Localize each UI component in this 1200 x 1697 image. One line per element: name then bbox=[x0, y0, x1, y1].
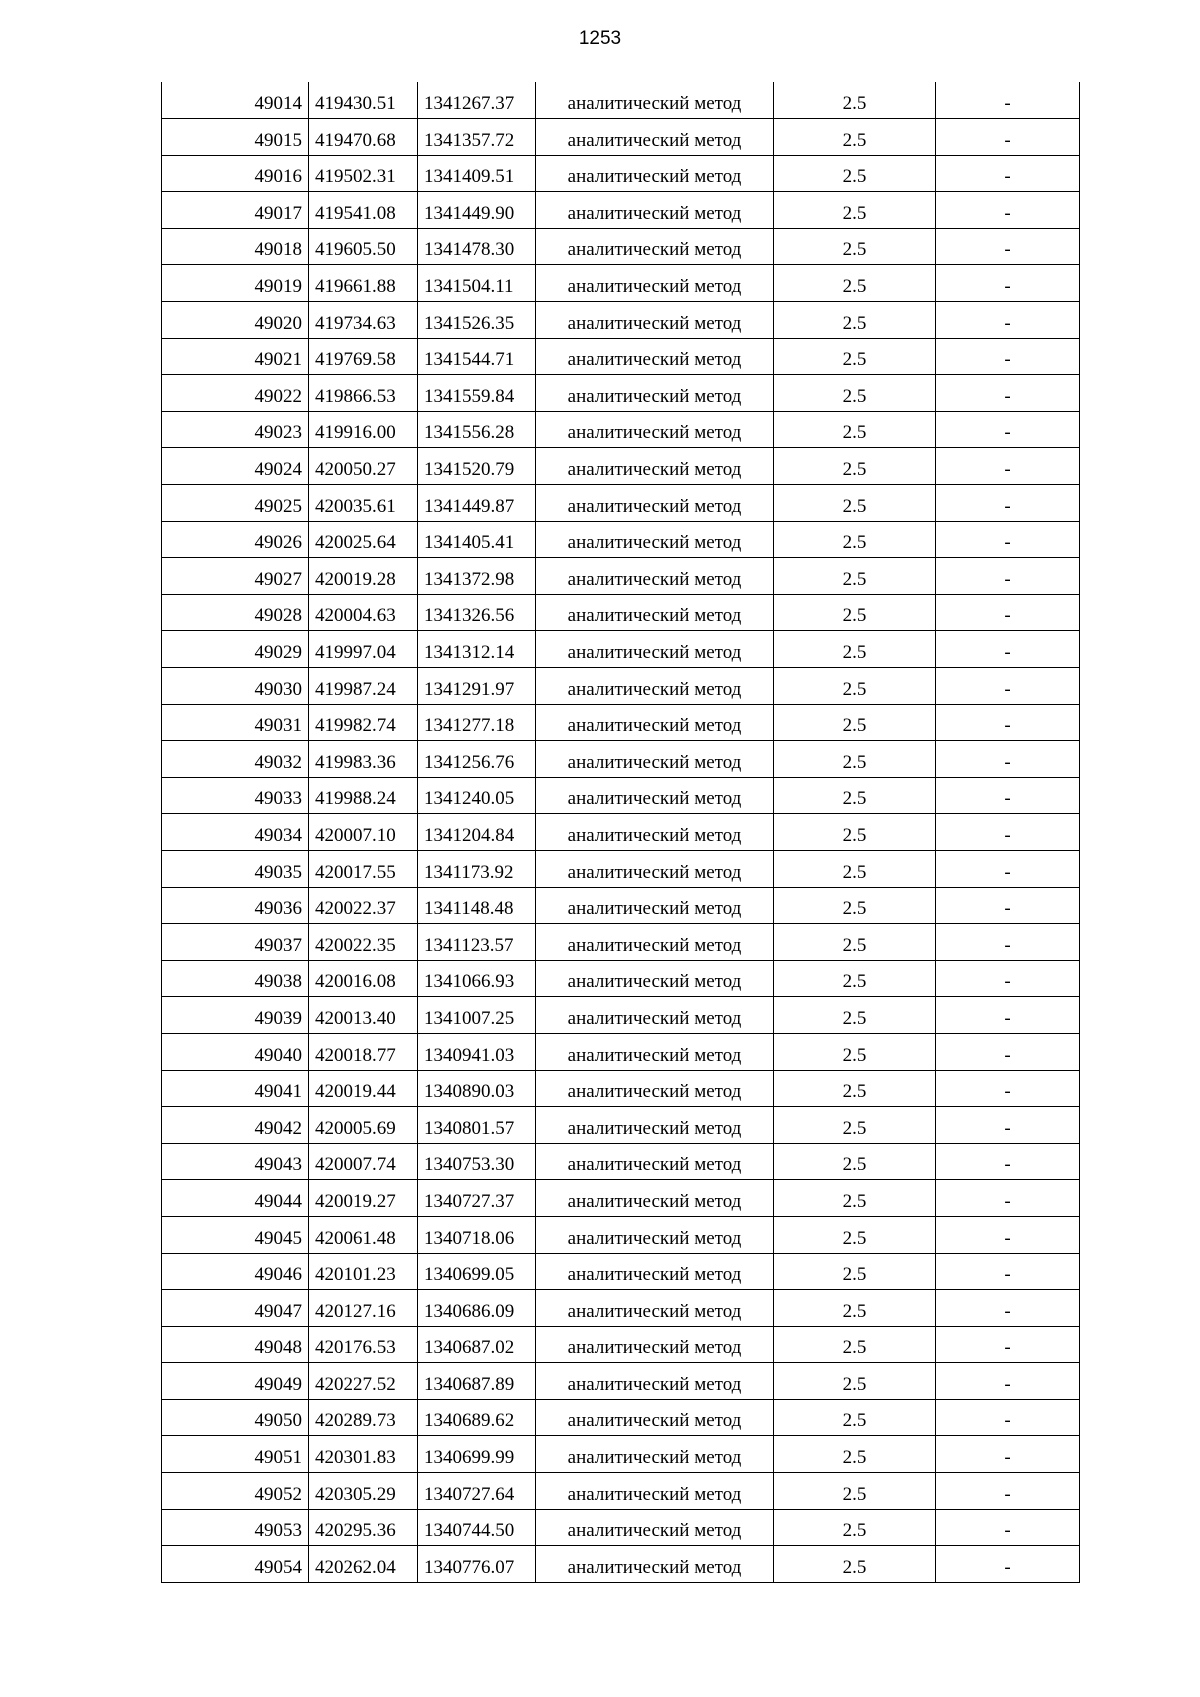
note-cell: - bbox=[936, 228, 1080, 265]
table-row bbox=[162, 631, 1080, 668]
method-cell: аналитический метод bbox=[536, 302, 774, 339]
method-cell: аналитический метод bbox=[536, 1290, 774, 1327]
precision-cell: 2.5 bbox=[774, 777, 936, 814]
y-coordinate-cell: 1341449.90 bbox=[418, 192, 536, 229]
precision-cell: 2.5 bbox=[774, 338, 936, 375]
table-row bbox=[162, 1143, 1080, 1180]
y-coordinate-cell: 1340689.62 bbox=[418, 1399, 536, 1436]
precision-cell: 2.5 bbox=[774, 119, 936, 156]
x-coordinate-cell: 420176.53 bbox=[309, 1326, 418, 1363]
precision-cell: 2.5 bbox=[774, 1399, 936, 1436]
method-cell: аналитический метод bbox=[536, 1216, 774, 1253]
note-cell: - bbox=[936, 1033, 1080, 1070]
y-coordinate-cell: 1340727.37 bbox=[418, 1180, 536, 1217]
table-row bbox=[162, 704, 1080, 741]
point-number-cell: 49015 bbox=[162, 119, 309, 156]
point-number-cell: 49047 bbox=[162, 1290, 309, 1327]
note-cell: - bbox=[936, 1326, 1080, 1363]
note-cell: - bbox=[936, 485, 1080, 522]
precision-cell: 2.5 bbox=[774, 1290, 936, 1327]
precision-cell: 2.5 bbox=[774, 265, 936, 302]
x-coordinate-cell: 420005.69 bbox=[309, 1107, 418, 1144]
x-coordinate-cell: 420019.44 bbox=[309, 1070, 418, 1107]
point-number-cell: 49046 bbox=[162, 1253, 309, 1290]
precision-cell: 2.5 bbox=[774, 1546, 936, 1583]
table-row bbox=[162, 192, 1080, 229]
x-coordinate-cell: 419982.74 bbox=[309, 704, 418, 741]
note-cell: - bbox=[936, 1546, 1080, 1583]
point-number-cell: 49043 bbox=[162, 1143, 309, 1180]
note-cell: - bbox=[936, 82, 1080, 119]
method-cell: аналитический метод bbox=[536, 411, 774, 448]
point-number-cell: 49054 bbox=[162, 1546, 309, 1583]
method-cell: аналитический метод bbox=[536, 82, 774, 119]
table-row bbox=[162, 1546, 1080, 1583]
note-cell: - bbox=[936, 960, 1080, 997]
method-cell: аналитический метод bbox=[536, 1143, 774, 1180]
point-number-cell: 49026 bbox=[162, 521, 309, 558]
point-number-cell: 49053 bbox=[162, 1509, 309, 1546]
note-cell: - bbox=[936, 1216, 1080, 1253]
note-cell: - bbox=[936, 814, 1080, 851]
point-number-cell: 49030 bbox=[162, 668, 309, 705]
x-coordinate-cell: 420061.48 bbox=[309, 1216, 418, 1253]
method-cell: аналитический метод bbox=[536, 1399, 774, 1436]
table-row bbox=[162, 1509, 1080, 1546]
table-row bbox=[162, 411, 1080, 448]
method-cell: аналитический метод bbox=[536, 1107, 774, 1144]
table-row bbox=[162, 1033, 1080, 1070]
note-cell: - bbox=[936, 1473, 1080, 1510]
y-coordinate-cell: 1341544.71 bbox=[418, 338, 536, 375]
x-coordinate-cell: 419769.58 bbox=[309, 338, 418, 375]
point-number-cell: 49038 bbox=[162, 960, 309, 997]
x-coordinate-cell: 419605.50 bbox=[309, 228, 418, 265]
note-cell: - bbox=[936, 1180, 1080, 1217]
y-coordinate-cell: 1340699.99 bbox=[418, 1436, 536, 1473]
x-coordinate-cell: 420007.10 bbox=[309, 814, 418, 851]
precision-cell: 2.5 bbox=[774, 1070, 936, 1107]
method-cell: аналитический метод bbox=[536, 1326, 774, 1363]
point-number-cell: 49051 bbox=[162, 1436, 309, 1473]
x-coordinate-cell: 420101.23 bbox=[309, 1253, 418, 1290]
point-number-cell: 49048 bbox=[162, 1326, 309, 1363]
precision-cell: 2.5 bbox=[774, 1216, 936, 1253]
table-row bbox=[162, 82, 1080, 119]
point-number-cell: 49052 bbox=[162, 1473, 309, 1510]
table-row bbox=[162, 228, 1080, 265]
point-number-cell: 49039 bbox=[162, 997, 309, 1034]
method-cell: аналитический метод bbox=[536, 375, 774, 412]
y-coordinate-cell: 1341256.76 bbox=[418, 741, 536, 778]
method-cell: аналитический метод bbox=[536, 1546, 774, 1583]
x-coordinate-cell: 420013.40 bbox=[309, 997, 418, 1034]
point-number-cell: 49025 bbox=[162, 485, 309, 522]
precision-cell: 2.5 bbox=[774, 1143, 936, 1180]
x-coordinate-cell: 419470.68 bbox=[309, 119, 418, 156]
precision-cell: 2.5 bbox=[774, 631, 936, 668]
point-number-cell: 49037 bbox=[162, 924, 309, 961]
y-coordinate-cell: 1341526.35 bbox=[418, 302, 536, 339]
y-coordinate-cell: 1340776.07 bbox=[418, 1546, 536, 1583]
y-coordinate-cell: 1341556.28 bbox=[418, 411, 536, 448]
method-cell: аналитический метод bbox=[536, 265, 774, 302]
y-coordinate-cell: 1340718.06 bbox=[418, 1216, 536, 1253]
point-number-cell: 49035 bbox=[162, 850, 309, 887]
y-coordinate-cell: 1341204.84 bbox=[418, 814, 536, 851]
point-number-cell: 49018 bbox=[162, 228, 309, 265]
precision-cell: 2.5 bbox=[774, 741, 936, 778]
table-row bbox=[162, 1070, 1080, 1107]
note-cell: - bbox=[936, 521, 1080, 558]
y-coordinate-cell: 1340699.05 bbox=[418, 1253, 536, 1290]
note-cell: - bbox=[936, 668, 1080, 705]
precision-cell: 2.5 bbox=[774, 1107, 936, 1144]
table-row bbox=[162, 448, 1080, 485]
note-cell: - bbox=[936, 558, 1080, 595]
table-row bbox=[162, 777, 1080, 814]
precision-cell: 2.5 bbox=[774, 887, 936, 924]
method-cell: аналитический метод bbox=[536, 960, 774, 997]
precision-cell: 2.5 bbox=[774, 192, 936, 229]
precision-cell: 2.5 bbox=[774, 814, 936, 851]
point-number-cell: 49024 bbox=[162, 448, 309, 485]
y-coordinate-cell: 1341173.92 bbox=[418, 850, 536, 887]
precision-cell: 2.5 bbox=[774, 411, 936, 448]
note-cell: - bbox=[936, 924, 1080, 961]
note-cell: - bbox=[936, 1509, 1080, 1546]
table-row bbox=[162, 741, 1080, 778]
precision-cell: 2.5 bbox=[774, 375, 936, 412]
x-coordinate-cell: 420050.27 bbox=[309, 448, 418, 485]
method-cell: аналитический метод bbox=[536, 887, 774, 924]
y-coordinate-cell: 1341520.79 bbox=[418, 448, 536, 485]
note-cell: - bbox=[936, 741, 1080, 778]
x-coordinate-cell: 420301.83 bbox=[309, 1436, 418, 1473]
note-cell: - bbox=[936, 1290, 1080, 1327]
table-row bbox=[162, 1436, 1080, 1473]
note-cell: - bbox=[936, 119, 1080, 156]
x-coordinate-cell: 420007.74 bbox=[309, 1143, 418, 1180]
point-number-cell: 49032 bbox=[162, 741, 309, 778]
x-coordinate-cell: 419661.88 bbox=[309, 265, 418, 302]
table-row bbox=[162, 155, 1080, 192]
x-coordinate-cell: 419997.04 bbox=[309, 631, 418, 668]
precision-cell: 2.5 bbox=[774, 1436, 936, 1473]
method-cell: аналитический метод bbox=[536, 1363, 774, 1400]
y-coordinate-cell: 1341409.51 bbox=[418, 155, 536, 192]
precision-cell: 2.5 bbox=[774, 1253, 936, 1290]
note-cell: - bbox=[936, 704, 1080, 741]
table-row bbox=[162, 1290, 1080, 1327]
precision-cell: 2.5 bbox=[774, 302, 936, 339]
point-number-cell: 49050 bbox=[162, 1399, 309, 1436]
y-coordinate-cell: 1341449.87 bbox=[418, 485, 536, 522]
y-coordinate-cell: 1340941.03 bbox=[418, 1033, 536, 1070]
table-row bbox=[162, 1180, 1080, 1217]
x-coordinate-cell: 420127.16 bbox=[309, 1290, 418, 1327]
point-number-cell: 49017 bbox=[162, 192, 309, 229]
y-coordinate-cell: 1341291.97 bbox=[418, 668, 536, 705]
note-cell: - bbox=[936, 338, 1080, 375]
table-row bbox=[162, 1253, 1080, 1290]
point-number-cell: 49022 bbox=[162, 375, 309, 412]
table-row bbox=[162, 1473, 1080, 1510]
precision-cell: 2.5 bbox=[774, 594, 936, 631]
point-number-cell: 49044 bbox=[162, 1180, 309, 1217]
point-number-cell: 49036 bbox=[162, 887, 309, 924]
note-cell: - bbox=[936, 1070, 1080, 1107]
note-cell: - bbox=[936, 1436, 1080, 1473]
note-cell: - bbox=[936, 631, 1080, 668]
x-coordinate-cell: 419541.08 bbox=[309, 192, 418, 229]
method-cell: аналитический метод bbox=[536, 521, 774, 558]
point-number-cell: 49016 bbox=[162, 155, 309, 192]
y-coordinate-cell: 1341326.56 bbox=[418, 594, 536, 631]
x-coordinate-cell: 420227.52 bbox=[309, 1363, 418, 1400]
x-coordinate-cell: 419430.51 bbox=[309, 82, 418, 119]
x-coordinate-cell: 420289.73 bbox=[309, 1399, 418, 1436]
point-number-cell: 49049 bbox=[162, 1363, 309, 1400]
precision-cell: 2.5 bbox=[774, 997, 936, 1034]
y-coordinate-cell: 1340687.02 bbox=[418, 1326, 536, 1363]
note-cell: - bbox=[936, 997, 1080, 1034]
x-coordinate-cell: 420305.29 bbox=[309, 1473, 418, 1510]
point-number-cell: 49021 bbox=[162, 338, 309, 375]
y-coordinate-cell: 1341007.25 bbox=[418, 997, 536, 1034]
table-row bbox=[162, 997, 1080, 1034]
precision-cell: 2.5 bbox=[774, 1033, 936, 1070]
method-cell: аналитический метод bbox=[536, 1473, 774, 1510]
point-number-cell: 49028 bbox=[162, 594, 309, 631]
method-cell: аналитический метод bbox=[536, 558, 774, 595]
method-cell: аналитический метод bbox=[536, 119, 774, 156]
y-coordinate-cell: 1341478.30 bbox=[418, 228, 536, 265]
point-number-cell: 49031 bbox=[162, 704, 309, 741]
y-coordinate-cell: 1341277.18 bbox=[418, 704, 536, 741]
note-cell: - bbox=[936, 887, 1080, 924]
precision-cell: 2.5 bbox=[774, 850, 936, 887]
y-coordinate-cell: 1340744.50 bbox=[418, 1509, 536, 1546]
method-cell: аналитический метод bbox=[536, 741, 774, 778]
point-number-cell: 49019 bbox=[162, 265, 309, 302]
x-coordinate-cell: 419987.24 bbox=[309, 668, 418, 705]
coordinates-table bbox=[161, 82, 1080, 1583]
method-cell: аналитический метод bbox=[536, 924, 774, 961]
note-cell: - bbox=[936, 1253, 1080, 1290]
x-coordinate-cell: 420004.63 bbox=[309, 594, 418, 631]
table-body bbox=[162, 82, 1080, 1582]
method-cell: аналитический метод bbox=[536, 850, 774, 887]
y-coordinate-cell: 1341504.11 bbox=[418, 265, 536, 302]
x-coordinate-cell: 420025.64 bbox=[309, 521, 418, 558]
table-row bbox=[162, 485, 1080, 522]
precision-cell: 2.5 bbox=[774, 924, 936, 961]
precision-cell: 2.5 bbox=[774, 1363, 936, 1400]
point-number-cell: 49023 bbox=[162, 411, 309, 448]
table-row bbox=[162, 960, 1080, 997]
precision-cell: 2.5 bbox=[774, 1509, 936, 1546]
point-number-cell: 49029 bbox=[162, 631, 309, 668]
table-row bbox=[162, 594, 1080, 631]
y-coordinate-cell: 1341123.57 bbox=[418, 924, 536, 961]
precision-cell: 2.5 bbox=[774, 228, 936, 265]
precision-cell: 2.5 bbox=[774, 82, 936, 119]
method-cell: аналитический метод bbox=[536, 1509, 774, 1546]
point-number-cell: 49027 bbox=[162, 558, 309, 595]
method-cell: аналитический метод bbox=[536, 1436, 774, 1473]
table-row bbox=[162, 521, 1080, 558]
method-cell: аналитический метод bbox=[536, 997, 774, 1034]
method-cell: аналитический метод bbox=[536, 704, 774, 741]
page-number: 1253 bbox=[578, 28, 622, 49]
precision-cell: 2.5 bbox=[774, 521, 936, 558]
table-row bbox=[162, 1326, 1080, 1363]
note-cell: - bbox=[936, 155, 1080, 192]
table-row bbox=[162, 265, 1080, 302]
method-cell: аналитический метод bbox=[536, 485, 774, 522]
note-cell: - bbox=[936, 1399, 1080, 1436]
precision-cell: 2.5 bbox=[774, 155, 936, 192]
table-row bbox=[162, 1216, 1080, 1253]
table-row bbox=[162, 1363, 1080, 1400]
note-cell: - bbox=[936, 1107, 1080, 1144]
precision-cell: 2.5 bbox=[774, 704, 936, 741]
precision-cell: 2.5 bbox=[774, 558, 936, 595]
x-coordinate-cell: 420022.37 bbox=[309, 887, 418, 924]
table-row bbox=[162, 338, 1080, 375]
y-coordinate-cell: 1340801.57 bbox=[418, 1107, 536, 1144]
table-row bbox=[162, 1399, 1080, 1436]
method-cell: аналитический метод bbox=[536, 594, 774, 631]
y-coordinate-cell: 1341240.05 bbox=[418, 777, 536, 814]
method-cell: аналитический метод bbox=[536, 228, 774, 265]
method-cell: аналитический метод bbox=[536, 338, 774, 375]
x-coordinate-cell: 420262.04 bbox=[309, 1546, 418, 1583]
table-row bbox=[162, 668, 1080, 705]
point-number-cell: 49014 bbox=[162, 82, 309, 119]
x-coordinate-cell: 419988.24 bbox=[309, 777, 418, 814]
y-coordinate-cell: 1341312.14 bbox=[418, 631, 536, 668]
point-number-cell: 49020 bbox=[162, 302, 309, 339]
y-coordinate-cell: 1340687.89 bbox=[418, 1363, 536, 1400]
precision-cell: 2.5 bbox=[774, 1473, 936, 1510]
x-coordinate-cell: 420295.36 bbox=[309, 1509, 418, 1546]
point-number-cell: 49033 bbox=[162, 777, 309, 814]
method-cell: аналитический метод bbox=[536, 668, 774, 705]
y-coordinate-cell: 1340753.30 bbox=[418, 1143, 536, 1180]
note-cell: - bbox=[936, 192, 1080, 229]
method-cell: аналитический метод bbox=[536, 1180, 774, 1217]
table-row bbox=[162, 887, 1080, 924]
table-row bbox=[162, 924, 1080, 961]
x-coordinate-cell: 419916.00 bbox=[309, 411, 418, 448]
x-coordinate-cell: 420019.27 bbox=[309, 1180, 418, 1217]
y-coordinate-cell: 1341267.37 bbox=[418, 82, 536, 119]
x-coordinate-cell: 419866.53 bbox=[309, 375, 418, 412]
y-coordinate-cell: 1341405.41 bbox=[418, 521, 536, 558]
method-cell: аналитический метод bbox=[536, 777, 774, 814]
precision-cell: 2.5 bbox=[774, 448, 936, 485]
note-cell: - bbox=[936, 448, 1080, 485]
x-coordinate-cell: 420022.35 bbox=[309, 924, 418, 961]
precision-cell: 2.5 bbox=[774, 1326, 936, 1363]
point-number-cell: 49042 bbox=[162, 1107, 309, 1144]
note-cell: - bbox=[936, 1363, 1080, 1400]
note-cell: - bbox=[936, 411, 1080, 448]
point-number-cell: 49034 bbox=[162, 814, 309, 851]
note-cell: - bbox=[936, 265, 1080, 302]
point-number-cell: 49045 bbox=[162, 1216, 309, 1253]
precision-cell: 2.5 bbox=[774, 485, 936, 522]
y-coordinate-cell: 1340890.03 bbox=[418, 1070, 536, 1107]
method-cell: аналитический метод bbox=[536, 1033, 774, 1070]
note-cell: - bbox=[936, 375, 1080, 412]
precision-cell: 2.5 bbox=[774, 960, 936, 997]
point-number-cell: 49040 bbox=[162, 1033, 309, 1070]
table-row bbox=[162, 1107, 1080, 1144]
y-coordinate-cell: 1341372.98 bbox=[418, 558, 536, 595]
method-cell: аналитический метод bbox=[536, 631, 774, 668]
table-row bbox=[162, 814, 1080, 851]
y-coordinate-cell: 1341066.93 bbox=[418, 960, 536, 997]
table-row bbox=[162, 850, 1080, 887]
y-coordinate-cell: 1341559.84 bbox=[418, 375, 536, 412]
x-coordinate-cell: 420035.61 bbox=[309, 485, 418, 522]
y-coordinate-cell: 1341357.72 bbox=[418, 119, 536, 156]
x-coordinate-cell: 420016.08 bbox=[309, 960, 418, 997]
method-cell: аналитический метод bbox=[536, 814, 774, 851]
method-cell: аналитический метод bbox=[536, 448, 774, 485]
x-coordinate-cell: 419734.63 bbox=[309, 302, 418, 339]
y-coordinate-cell: 1340686.09 bbox=[418, 1290, 536, 1327]
point-number-cell: 49041 bbox=[162, 1070, 309, 1107]
method-cell: аналитический метод bbox=[536, 1253, 774, 1290]
table-row bbox=[162, 119, 1080, 156]
method-cell: аналитический метод bbox=[536, 1070, 774, 1107]
note-cell: - bbox=[936, 777, 1080, 814]
note-cell: - bbox=[936, 302, 1080, 339]
x-coordinate-cell: 420019.28 bbox=[309, 558, 418, 595]
method-cell: аналитический метод bbox=[536, 155, 774, 192]
x-coordinate-cell: 419983.36 bbox=[309, 741, 418, 778]
table-row bbox=[162, 375, 1080, 412]
method-cell: аналитический метод bbox=[536, 192, 774, 229]
note-cell: - bbox=[936, 594, 1080, 631]
precision-cell: 2.5 bbox=[774, 668, 936, 705]
x-coordinate-cell: 419502.31 bbox=[309, 155, 418, 192]
note-cell: - bbox=[936, 850, 1080, 887]
note-cell: - bbox=[936, 1143, 1080, 1180]
x-coordinate-cell: 420018.77 bbox=[309, 1033, 418, 1070]
y-coordinate-cell: 1340727.64 bbox=[418, 1473, 536, 1510]
table-row bbox=[162, 302, 1080, 339]
precision-cell: 2.5 bbox=[774, 1180, 936, 1217]
x-coordinate-cell: 420017.55 bbox=[309, 850, 418, 887]
table-row bbox=[162, 558, 1080, 595]
y-coordinate-cell: 1341148.48 bbox=[418, 887, 536, 924]
